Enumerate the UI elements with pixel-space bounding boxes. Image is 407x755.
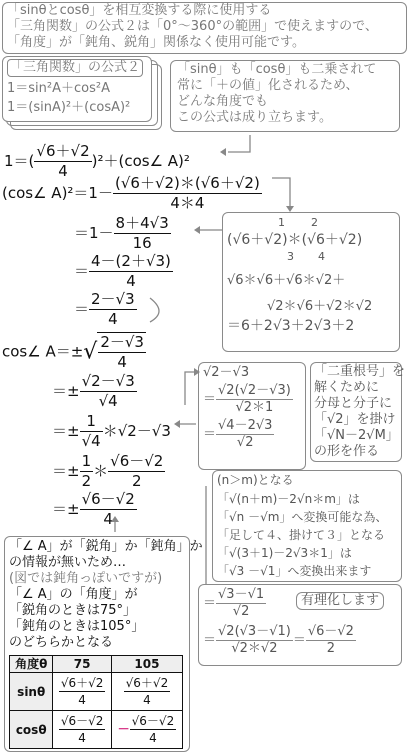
angle-table-col-75: 75 — [53, 656, 111, 673]
expand-num-4: 4 — [318, 250, 349, 263]
root-num-1: √2(√2－√3) — [218, 383, 291, 398]
step-8-den: √4 — [81, 432, 101, 450]
step-6-num: 2－√3 — [100, 333, 144, 351]
rational-num-3: √6－√2 — [307, 624, 354, 639]
step-6: cos∠ A＝±√ $\frac{2-√3}{4}$ — [2, 333, 144, 371]
root-note-line-3: 分母と分子に — [314, 396, 393, 411]
formula-eq-2: 1＝(sinA)²＋(cosA)² — [7, 100, 131, 115]
step-6-lhs: cos∠ A＝± — [2, 342, 84, 361]
root-note-line-1: 「二重根号」を — [314, 364, 406, 379]
angle-table-col-105: 105 — [111, 656, 182, 673]
condition-line-6: 「√3 －√1」へ変換出来ます — [217, 564, 372, 578]
step-3-den: 16 — [132, 234, 152, 252]
step-1-den: 4 — [58, 162, 68, 180]
step-9-lhs: ＝± — [52, 462, 80, 480]
angle-table-row-sin: sinθ — [10, 673, 53, 711]
step-9-den-a: 2 — [81, 472, 92, 490]
root-den-2: √2 — [236, 435, 254, 450]
step-8-lhs: ＝± — [52, 422, 80, 440]
step-7-num: √2－√3 — [81, 372, 135, 390]
cos75-num: √6－√2 — [60, 714, 104, 728]
root-den-1: √2＊1 — [235, 400, 274, 415]
step-7-lhs: ＝± — [52, 382, 80, 400]
step-3-lhs: ＝1－ — [74, 224, 114, 242]
arrow-step7-to-root — [185, 372, 196, 405]
arrowhead-6 — [111, 516, 119, 522]
expand-result: ＝6＋2√3＋2√3＋2 — [227, 318, 355, 334]
step-10-lhs: ＝± — [52, 500, 80, 518]
rational-den-3: 2 — [326, 641, 336, 656]
step-1-lhs: 1＝( — [4, 152, 35, 170]
step-1-num: √6＋√2 — [36, 142, 90, 160]
angle-table-row-cos: cosθ — [10, 711, 53, 749]
bottom-note-line-2: の情報が無いため… — [9, 555, 127, 570]
step-3-num: 8＋4√3 — [115, 214, 169, 232]
arrowhead-2 — [286, 206, 294, 212]
formula-note-line-1: 「sinθ」も「cosθ」も二乗されて — [177, 62, 377, 77]
intro-line-1: 「sinθとcosθ」を相互変換する際に使用する — [7, 3, 272, 18]
cos105-sign: － — [117, 722, 130, 736]
rational-den-1: √2 — [232, 604, 250, 619]
expand-top: (√6＋√2)＊(√6＋√2) — [227, 232, 363, 248]
bottom-note-line-3: (図では鈍角っぽいですが) — [9, 571, 163, 586]
expand-row-2: √2＊√6＋√2＊√2 — [267, 299, 373, 314]
formula-note-line-2: 常に「＋の値」化されるため、 — [177, 78, 359, 93]
arrow-note-to-step1 — [228, 135, 250, 152]
formula-card-title: 「三角関数」の公式２ — [7, 59, 143, 77]
step-6-den: 4 — [117, 353, 127, 371]
sin75-den: 4 — [78, 693, 86, 707]
arrowhead-3 — [194, 226, 200, 234]
rationalize-box: ＝ $\frac{√3-√1}{√2}$ ＝ $\frac{√2(√3-√1)}{√2*√2}$ ＝ $\frac{√6-√2}{2}$ — [198, 584, 402, 666]
formula-eq-1: 1＝sin²A＋cos²A — [7, 81, 110, 96]
expand-num-2: 2 — [311, 216, 344, 229]
bottom-note-line-7: のどちらかとなる — [9, 635, 114, 650]
step-2-lhs: (cos∠ A)²＝1－ — [2, 184, 113, 202]
cos105-den: 4 — [149, 731, 157, 745]
arrow-step2-to-expand — [272, 178, 290, 208]
root-note-line-4: 「√2」を掛け — [314, 412, 396, 427]
rational-num-1: √3－√1 — [218, 587, 265, 602]
step-1-rhs: )²＋(cos∠ A)² — [91, 152, 190, 170]
condition-line-3: 「√n －√m」へ変換可能な為、 — [217, 510, 388, 524]
bottom-note-line-4: 「∠ A」の「角度」が — [9, 587, 138, 602]
step-10-num: √6－√2 — [81, 490, 135, 508]
step-2-num: (√6＋√2)＊(√6＋√2) — [114, 174, 260, 192]
root-line-1: √2－√3 — [203, 365, 250, 380]
step-5-lhs: ＝ — [74, 300, 90, 318]
step-7-den: √4 — [98, 392, 118, 410]
sin105-num: √6＋√2 — [125, 676, 169, 690]
root-note-line-5: 「√N－2√M」 — [314, 428, 399, 443]
cos75-den: 4 — [78, 731, 86, 745]
step-9-num-b: √6－√2 — [110, 452, 164, 470]
angle-table-header: 角度θ — [10, 656, 53, 673]
expand-num-1: 1 — [278, 216, 311, 229]
root-box: √2－√3 ＝ $\frac{√2(√2-√3)}{√2*1}$ ＝ $\frac{√4-2√3}{√2}$ — [198, 362, 306, 470]
intro-line-3: 「角度」が「鈍角、鋭角」関係なく使用可能です。 — [7, 35, 305, 50]
rational-eq: ＝ — [292, 633, 306, 648]
arrow-step5-curve — [150, 298, 159, 322]
rationalize-label: 有理化します — [296, 592, 384, 610]
arrowhead-5 — [174, 420, 180, 428]
bottom-note-line-5: 「鋭角のときは75°」 — [9, 603, 137, 618]
step-9-den-b: 2 — [131, 472, 142, 490]
condition-line-2: 「√(n＋m)－2√n＊m」は — [217, 492, 360, 506]
sin105-den: 4 — [143, 693, 151, 707]
step-9-mid: ＊ — [93, 462, 109, 480]
step-8-num: 1 — [80, 412, 103, 432]
condition-line-4: 「足して４、掛けて３」となる — [217, 528, 386, 542]
step-4-lhs: ＝ — [74, 262, 90, 280]
sin75-num: √6＋√2 — [60, 676, 104, 690]
intro-line-2: 「三角関数」の公式２は「0°～360°の範囲」で使えますので、 — [7, 19, 378, 34]
step-5-num: 2－√3 — [91, 290, 135, 308]
step-2-den: 4＊4 — [170, 194, 205, 212]
condition-line-1: (n＞m)となる — [217, 473, 294, 487]
formula-note-line-3: どんな角度でも — [177, 94, 269, 109]
rational-num-2: √2(√3－√1) — [218, 624, 291, 639]
rational-den-2: √2＊√2 — [231, 641, 278, 656]
arrowhead-4 — [194, 368, 200, 376]
expand-row-1: √6＊√6＋√6＊√2＋ — [227, 273, 346, 288]
bottom-note-line-6: 「鈍角のときは105°」 — [9, 619, 145, 634]
step-8-rhs: ＊√2－√3 — [102, 422, 171, 440]
bottom-note-line-1: 「∠ A」が「鋭角」か「鈍角」か — [9, 539, 203, 554]
formula-note-line-4: この公式は成り立ちます。 — [177, 110, 332, 125]
cos105-num: √6－√2 — [131, 714, 175, 728]
root-note-line-2: 解くために — [314, 380, 380, 395]
step-4-den: 4 — [126, 272, 136, 290]
step-10-den: 4 — [103, 510, 113, 528]
arrowhead-1 — [220, 148, 226, 156]
root-note-line-6: の形を作る — [314, 444, 380, 459]
root-num-2: √4－2√3 — [218, 418, 273, 433]
step-9-num-a: 1 — [81, 452, 92, 470]
step-5-den: 4 — [108, 310, 118, 328]
expand-num-3: 3 — [287, 250, 318, 263]
step-4-num: 4－(2＋√3) — [91, 252, 171, 270]
condition-line-5: 「√(3＋1)－2√3＊1」は — [217, 546, 352, 560]
